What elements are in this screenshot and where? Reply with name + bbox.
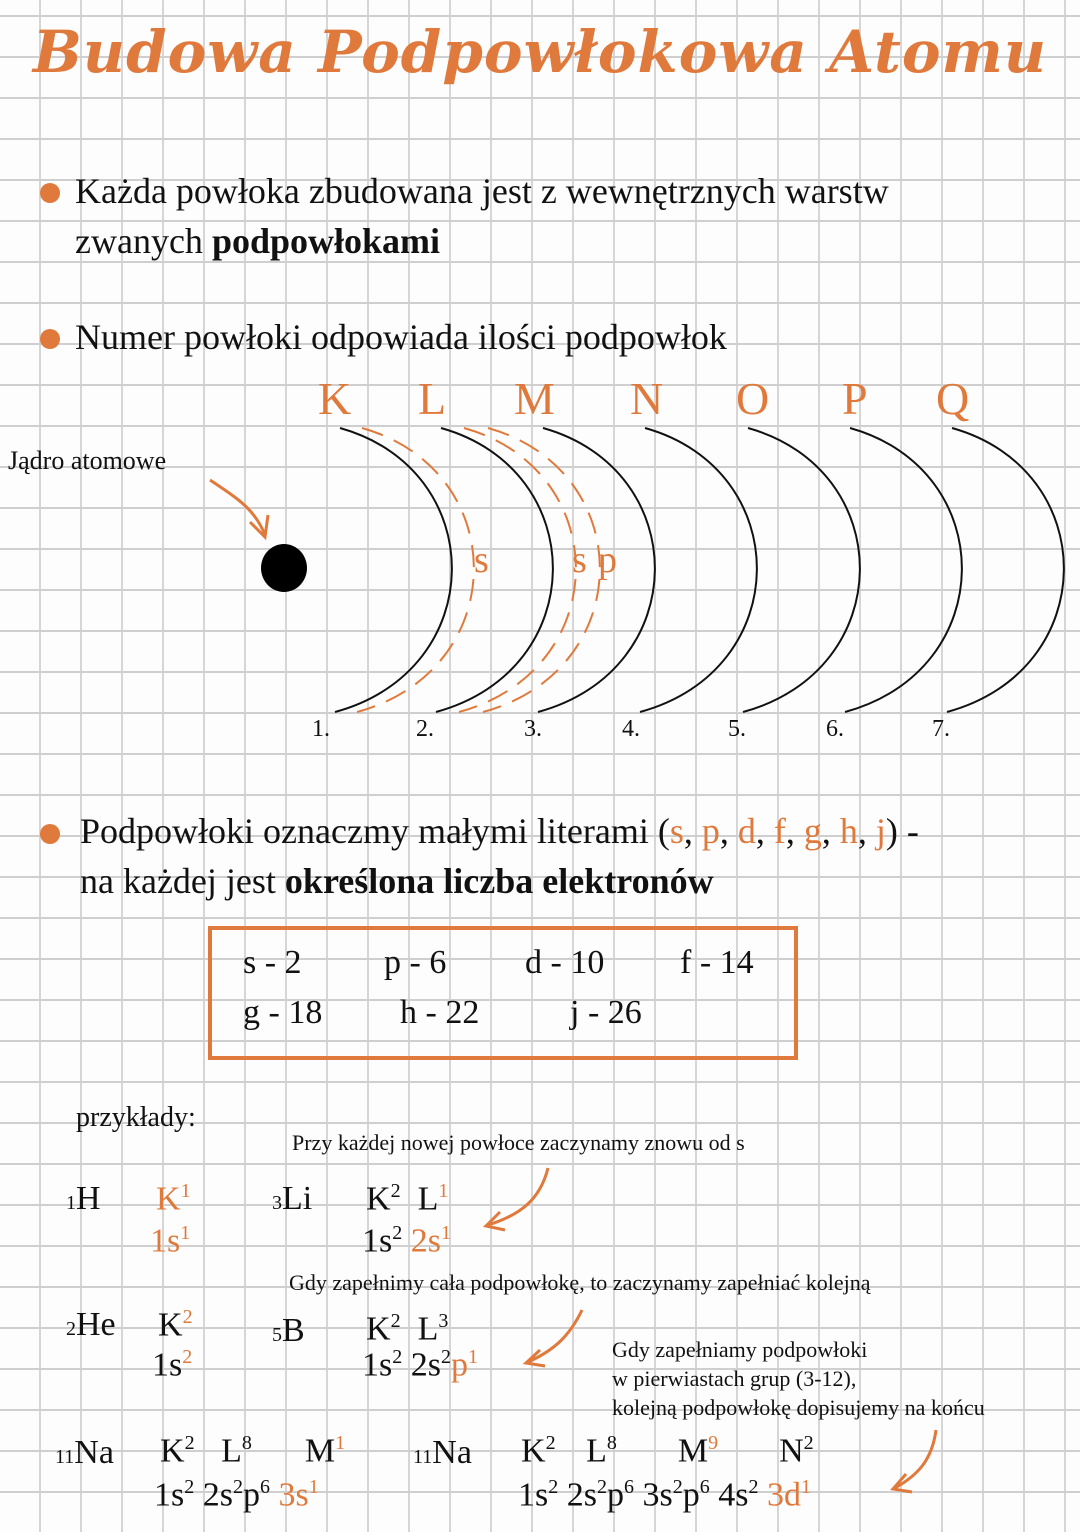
bullet-1-line1: Każda powłoka zbudowana jest z wewnętrznych warstw [75,171,889,211]
shell: K [521,1432,546,1470]
subshell-count: 2 [672,1476,683,1498]
element-symbol: B [282,1312,305,1349]
subshell-letter-s: s [669,811,684,851]
Na2-shells [521,1432,814,1470]
capacity-d: d - 10 [525,944,605,981]
shell-count: 3 [438,1310,449,1332]
shell-number: 6. [826,716,844,742]
element-He [66,1306,116,1344]
subshell: 1s [362,1222,393,1260]
shell-count: 8 [241,1432,252,1454]
subshell-label-p: p [598,539,617,581]
arrow-icon [893,1430,936,1492]
subshell-count: 1 [467,1346,478,1368]
subshell-letter-g: g [803,811,822,851]
subshell-count: 1 [308,1476,319,1498]
subshell: 1s [154,1476,185,1514]
bullet-2-text: Numer powłoki odpowiada ilości podpowłok [75,317,727,357]
subshell: 2s [410,1222,441,1260]
element-H [66,1180,101,1218]
note-groups-line: kolejną podpowłokę dopisujemy na końcu [612,1395,985,1420]
B-shells [366,1310,448,1348]
subshell: 1s [518,1476,549,1514]
shell-count: 1 [438,1180,449,1202]
subshell-letter-j: j [875,811,886,851]
shell-number: 4. [622,716,640,742]
Na1-shells [160,1432,345,1470]
arrow-icon [486,1168,548,1230]
subshell-letter-f: f [773,811,786,851]
subshell: p [606,1476,624,1514]
subshell: 1s [152,1346,183,1384]
shell-count: 2 [184,1432,195,1454]
shell-letter-Q: Q [936,373,970,424]
element-symbol: Li [282,1180,313,1217]
shell-letter-O: O [736,373,770,424]
atomic-number: 11 [413,1446,433,1468]
subshell-count: 2 [232,1476,243,1498]
bullet-3-line1-end: ) - [885,811,919,851]
subshell-count: 6 [623,1476,634,1498]
atomic-number: 2 [66,1318,76,1340]
H-config [150,1222,190,1260]
shell: K [158,1306,183,1344]
Na1-config [154,1476,319,1514]
shell-count: 2 [545,1432,556,1454]
subshell-count: 2 [596,1476,607,1498]
shell: L [586,1432,607,1470]
element-symbol: H [76,1180,101,1217]
shell-letter-K: K [318,373,352,424]
capacity-s: s - 2 [243,944,302,981]
subshell-count: 1 [180,1222,191,1244]
shell-count: 2 [803,1432,814,1454]
shell-count: 1 [335,1432,346,1454]
subshell-count: 2 [392,1222,403,1244]
shell: K [156,1180,181,1218]
subshell: 1s [150,1222,181,1260]
shell-count: 8 [606,1432,617,1454]
subshell: 2s [202,1476,233,1514]
bullet-3-text: Podpowłoki oznaczmy małymi literami (s, p, d, f, g, h, j) - na każdej jest określona liczba elektronów [80,811,919,901]
element-Na [55,1434,114,1472]
element-Na [413,1434,472,1472]
subshell: 4s [718,1476,749,1514]
Li-shells [366,1180,448,1218]
subshell-count: 2 [392,1346,403,1368]
Na2-config [518,1476,811,1514]
bullet-1-bold: podpowłokami [211,221,441,261]
subshell: 3d [766,1476,801,1514]
subshell: 3s [642,1476,673,1514]
element-Li [272,1180,312,1218]
capacity-f: f - 14 [680,944,754,981]
B-config [362,1346,478,1384]
subshell-letter-p: p [701,811,720,851]
capacity-p: p - 6 [384,944,447,981]
shell-count: 9 [708,1432,719,1454]
examples-heading: przykłady: [76,1102,196,1133]
atomic-number: 5 [272,1324,282,1346]
arrow-icon [526,1310,582,1366]
capacity-g: g - 18 [243,994,323,1031]
atomic-number: 3 [272,1192,282,1214]
shell-number: 5. [728,716,746,742]
shell: N [779,1432,804,1470]
subshell-count: 2 [748,1476,759,1498]
bullet-3-line2: na każdej jest [80,861,285,901]
He-config [152,1346,192,1384]
subshell: 1s [362,1346,393,1384]
H-shells [156,1180,191,1218]
shell: L [417,1180,439,1218]
shell-count: 2 [390,1310,401,1332]
subshell-count: 2 [184,1476,195,1498]
shell-letter-N: N [630,373,664,424]
note-groups-line: w pierwiastach grup (3-12), [612,1366,857,1391]
shell-number: 2. [416,716,434,742]
nucleus-label: Jądro atomowe [8,446,167,475]
shell-number: 3. [524,716,542,742]
element-symbol: Na [74,1434,114,1471]
subshell: p [450,1346,468,1384]
element-B [272,1312,305,1350]
atomic-number: 11 [55,1446,75,1468]
subshell-count: 1 [440,1222,451,1244]
subshell-count: 2 [548,1476,559,1498]
shell: M [304,1432,336,1470]
subshell-count: 6 [699,1476,710,1498]
shell-letter-P: P [842,373,868,424]
capacity-j: j - 26 [570,994,642,1031]
bullet-1-line2: zwanych [75,221,212,261]
subshell-label-s: s [474,539,489,581]
subshell-count: 2 [440,1346,451,1368]
subshell: p [242,1476,260,1514]
subshell: p [682,1476,700,1514]
subshell-count: 2 [182,1346,193,1368]
Li-config [362,1222,451,1260]
subshell: 3s [278,1476,309,1514]
subshell-count: 1 [800,1476,811,1498]
shell-count: 2 [390,1180,401,1202]
subshell-letter-h: h [839,811,858,851]
shell: L [417,1310,439,1348]
shell: L [221,1432,242,1470]
page-title: Budowa Podpowłokowa Atomu [32,18,1048,86]
He-shells [158,1306,193,1344]
bullet-3-line1: Podpowłoki oznaczmy małymi literami ( [80,811,670,851]
element-symbol: He [76,1306,116,1343]
shell-count: 1 [180,1180,191,1202]
capacity-h: h - 22 [400,994,480,1031]
shell-number: 7. [932,716,950,742]
shell-number: 1. [312,716,330,742]
shell-letter-M: M [514,373,555,424]
element-symbol: Na [432,1434,472,1471]
shell: K [160,1432,185,1470]
subshell-label-s: s [572,539,587,581]
subshell-count: 6 [259,1476,270,1498]
note-groups-line: Gdy zapełniamy podpowłoki [612,1337,868,1362]
subshell-letter-d: d [737,811,756,851]
shell: M [677,1432,709,1470]
shell: K [366,1310,391,1348]
shell: K [366,1180,391,1218]
atomic-number: 1 [66,1192,76,1214]
shell-count: 2 [182,1306,193,1328]
note-new-shell: Przy każdej nowej powłoce zaczynamy znowu od s [292,1130,745,1155]
note-fill-next: Gdy zapełnimy cała podpowłokę, to zaczynamy zapełniać kolejną [289,1270,871,1295]
bullet-3-bold: określona liczba elektronów [284,861,714,901]
subshell: 2s [566,1476,597,1514]
subshell: 2s [410,1346,441,1384]
shell-letter-L: L [418,373,447,424]
